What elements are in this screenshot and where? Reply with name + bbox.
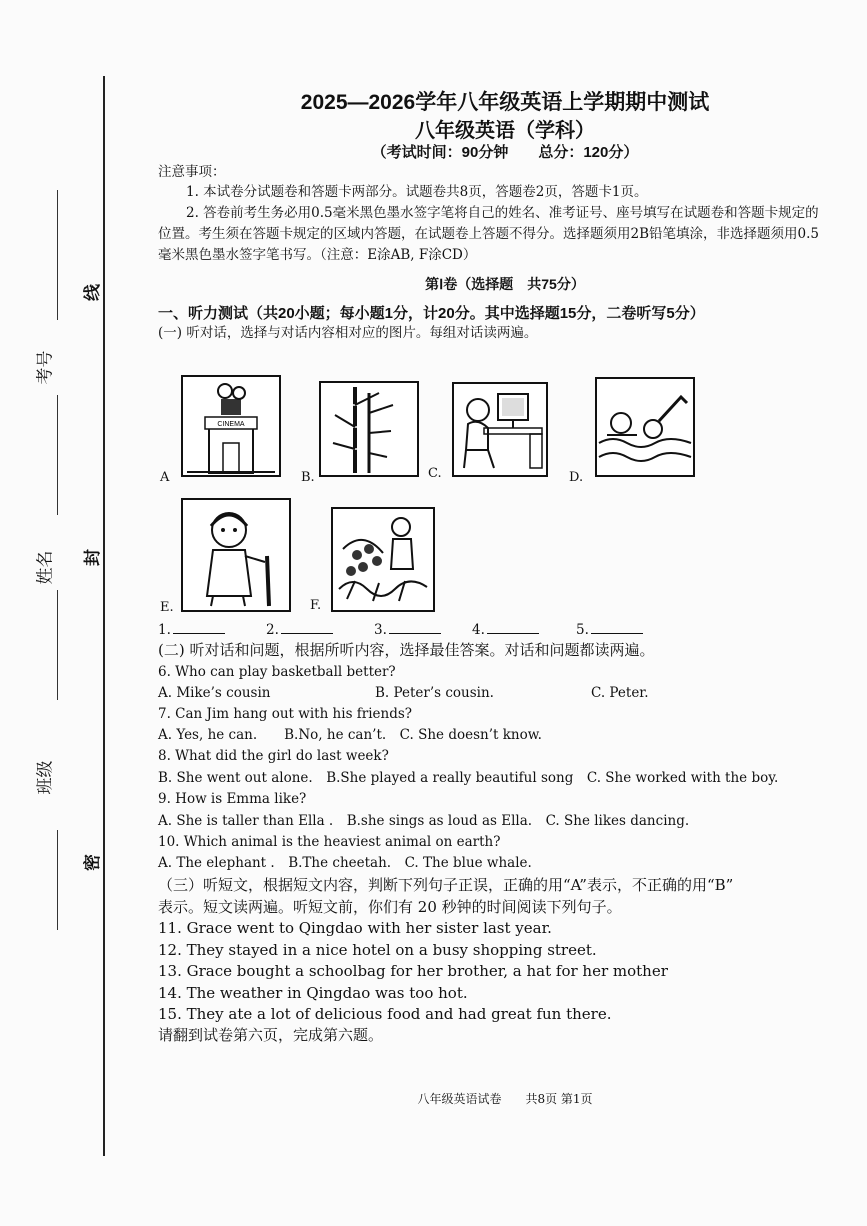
name-label: 姓名 [35,550,55,585]
note-2-line1: 2. 答卷前考生务必用0.5毫米黑色墨水签字笔将自己的姓名、准考证号、座号填写在试题卷和答题卡规定的 [186,205,819,221]
picture-c [452,382,548,477]
name-line-top [57,395,58,515]
question-6: 6. Who can play basketball better? [158,664,396,680]
q8-options: B. She went out alone. B.She played a really beautiful song C. She worked with the boy. [158,770,779,786]
picture-d [595,377,695,477]
section1-instructions: (一) 听对话，选择与对话内容相对应的图片。每组对话读两遍。 [158,325,538,341]
q6-option-b: B. Peter’s cousin. [375,685,494,701]
picture-a [181,375,281,477]
picture-b-label: B. [301,470,315,485]
statement-12: 12. They stayed in a nice hotel on a busy shopping street. [158,941,597,959]
cinema-icon [183,377,279,475]
notes-heading: 注意事项： [158,164,226,180]
exam-title: 2025—2026学年八年级英语上学期期中测试 [300,91,710,114]
computer-icon [454,384,546,475]
statement-15: 15. They ate a lot of delicious food and had great fun there. [158,1005,612,1023]
page-footer: 八年级英语试卷 共8页 第1页 [417,1092,593,1106]
section3-instructions-1: （三）听短文，根据短文内容，判断下列句子正误，正确的用“A”表示，不正确的用“B” [158,876,734,894]
blank-3: 3. [374,620,441,641]
picture-e-label: E. [160,600,174,615]
seal-seal-char: 封 [83,549,102,566]
question-9: 9. How is Emma like? [158,791,307,807]
section2-instructions: (二) 听对话和问题，根据所听内容，选择最佳答案。对话和问题都读两遍。 [158,641,655,659]
statement-13: 13. Grace bought a schoolbag for her brother, a hat for her mother [158,962,668,980]
swimming-icon [597,379,693,475]
q6-option-c: C. Peter. [591,685,649,701]
question-10: 10. Which animal is the heaviest animal on earth? [158,834,501,850]
note-2-line3: 毫米黑色墨水签字笔书写。（注意：E涂AB, F涂CD） [158,247,477,263]
cinema-sign: CINEMA [217,421,245,428]
q9-options: A. She is taller than Ella . B.she sings as loud as Ella. C. She likes dancing. [158,813,690,829]
q6-option-a: A. Mike’s cousin [158,685,271,701]
statement-14: 14. The weather in Qingdao was too hot. [158,984,468,1002]
class-line [57,830,58,930]
exam-info: （考试时间：90分钟 总分：120分） [371,144,639,161]
question-7: 7. Can Jim hang out with his friends? [158,706,413,722]
picture-f [331,507,435,612]
picture-b [319,381,419,477]
bamboo-icon [321,383,417,475]
old-woman-icon [183,500,289,610]
turn-page-note: 请翻到试卷第六页，完成第六题。 [158,1026,384,1044]
exam-no-line [57,190,58,320]
class-label: 班级 [35,760,55,795]
exam-no-label: 考号 [35,350,55,385]
question-8: 8. What did the girl do last week? [158,748,389,764]
blank-5: 5. [576,620,643,641]
picture-c-label: C. [428,466,442,481]
seal-dense-char: 密 [83,854,102,871]
statement-11: 11. Grace went to Qingdao with her sister last year. [158,919,552,937]
blank-1: 1. [158,620,225,641]
exam-subject: 八年级英语（学科） [415,120,595,142]
section3-instructions-2: 表示。短文读两遍。听短文前，你们有 20 秒钟的时间阅读下列句子。 [158,898,622,916]
note-2-line2: 位置。考生须在答题卡规定的区域内答题，在试题卷上答题不得分。选择题须用2B铅笔填涂，非选择题须用0.5 [158,226,819,242]
picture-f-label: F. [310,598,322,613]
picture-a-label: A [160,470,170,485]
farmer-icon [333,509,433,610]
note-1: 1. 本试卷分试题卷和答题卡两部分。试题卷共8页，答题卷2页，答题卡1页。 [186,184,648,200]
picture-e [181,498,291,612]
listening-heading: 一、听力测试（共20小题；每小题1分，计20分。其中选择题15分，二卷听写5分） [158,305,705,322]
blank-2: 2. [266,620,333,641]
binding-line [103,76,105,1156]
blank-4: 4. [472,620,539,641]
q10-options: A. The elephant . B.The cheetah. C. The blue whale. [158,855,532,871]
picture-d-label: D. [569,470,584,485]
q7-options: A. Yes, he can. B.No, he can’t. C. She doesn’t know. [158,727,542,743]
name-line-bottom [57,590,58,700]
part1-title: 第Ⅰ卷（选择题 共75分） [425,276,585,292]
seal-line-char: 线 [83,284,102,301]
